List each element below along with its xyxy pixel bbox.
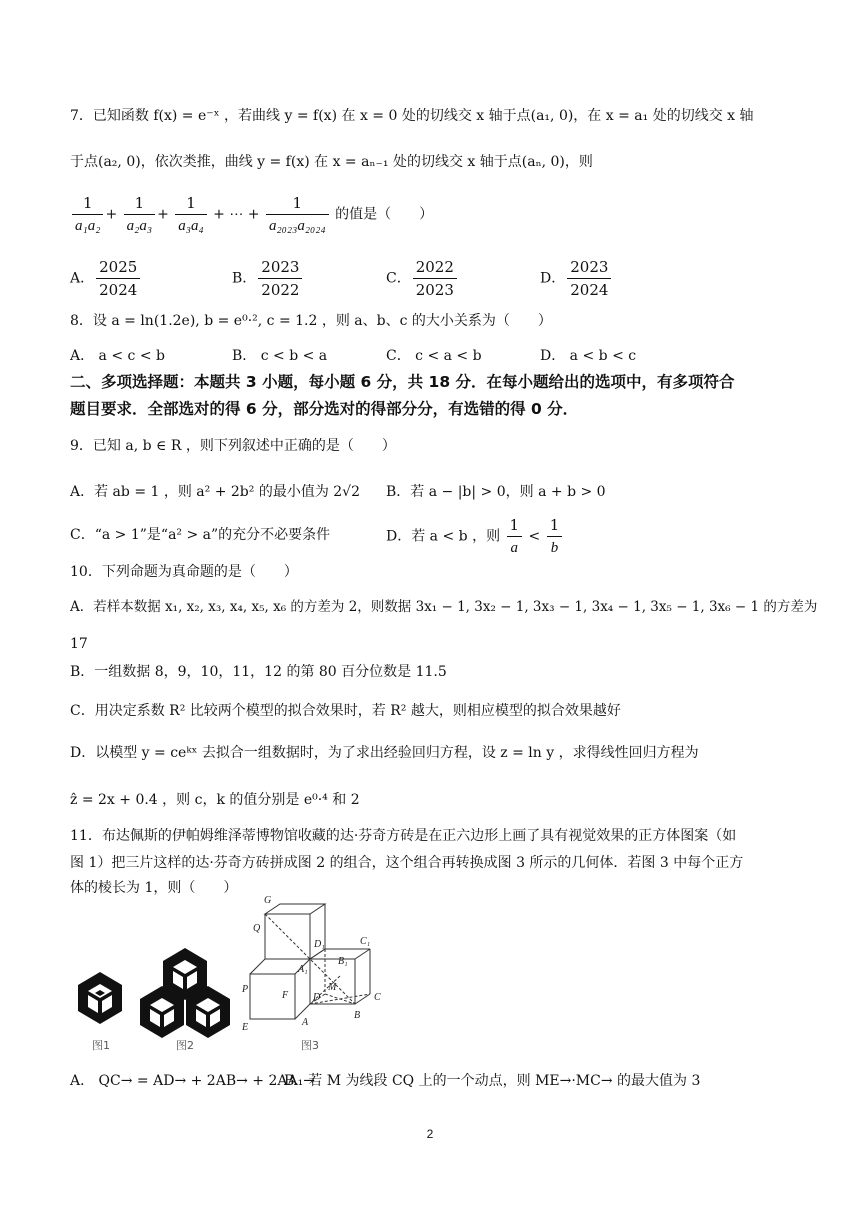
q11-option-b[interactable]: B．若 M 为线段 CQ 上的一个动点，则 ME→·MC→ 的最大值为 3 xyxy=(284,1073,701,1089)
q7-option-a[interactable]: A． $\frac{2025}{2024}$ xyxy=(70,256,142,301)
page-number: 2 xyxy=(426,1127,434,1141)
q8-option-b[interactable]: B． c < b < a xyxy=(232,348,328,364)
section2-heading-line2: 题目要求．全部选对的得 6 分，部分选对的得部分分，有选错的得 0 分． xyxy=(70,400,579,418)
q9-option-a[interactable]: A．若 ab = 1 ，则 a² + 2b² 的最小值为 2√2 xyxy=(70,484,361,500)
q11-figure xyxy=(70,895,410,1064)
fig3-label-e: E xyxy=(242,1022,249,1033)
q8-option-d[interactable]: D． a < b < c xyxy=(540,348,637,364)
q10-option-c[interactable]: C．用决定系数 R² 比较两个模型的拟合效果时，若 R² 越大，则相应模型的拟合效果越好 xyxy=(70,703,621,719)
fig3-label-f: F xyxy=(282,990,289,1001)
q10-stem: 10．下列命题为真命题的是（ ） xyxy=(70,564,298,580)
fig2-caption: 图2 xyxy=(176,1039,194,1052)
sum-term-1: $\frac{1}{\text{a₁a₂}}$ xyxy=(72,192,103,237)
q7-option-b[interactable]: B． $\frac{2023}{2022}$ xyxy=(232,256,304,301)
q11-figure-svg xyxy=(70,895,410,1064)
q11-line3: 体的棱长为 1，则（ ） xyxy=(70,880,238,896)
q7-sum-expression: $\frac{1}{\text{a₁a₂}}$ + $\frac{1}{\text{a₂a₃}}$ + $\frac{1}{\text{a₃a₄}}$ + ⋯ + $\frac{1}{\text{a₂₀₂₃a₂₀₂₄}}$ 的值是（ ） xyxy=(70,192,433,237)
q10-option-d-line1[interactable]: D．以模型 y = ceᵏˣ 去拟合一组数据时，为了求出经验回归方程，设 z = ln y ，求得线性回归方程为 xyxy=(70,745,699,761)
q7-line1: 7．已知函数 f(x) = e⁻ˣ ，若曲线 y = f(x) 在 x = 0 处的切线交 x 轴于点(a₁, 0)，在 x = a₁ 处的切线交 x 轴 xyxy=(70,108,754,124)
fig3-label-p: P xyxy=(242,984,249,995)
fig3-label-q: Q xyxy=(253,923,261,934)
q8-stem: 8．设 a = ln(1.2e), b = e⁰·², c = 1.2 ，则 a、b、c 的大小关系为（ ） xyxy=(70,313,552,329)
q8-option-a[interactable]: A． a < c < b xyxy=(70,348,165,364)
fig3-label-c: C xyxy=(374,992,381,1003)
q10-option-b[interactable]: B．一组数据 8，9，10，11，12 的第 80 百分位数是 11.5 xyxy=(70,664,447,680)
q9-option-d[interactable]: D．若 a < b ，则 $\frac{1}{a}$ < $\frac{1}{b}$ xyxy=(386,514,564,559)
q10-option-a-line1[interactable]: A．若样本数据 x₁, x₂, x₃, x₄, x₅, x₆ 的方差为 2，则数据 3x₁ − 1, 3x₂ − 1, 3x₃ − 1, 3x₄ − 1, 3x₅ − 1, 3x₆ − 1 的方差为 xyxy=(70,599,818,615)
fig3-label-a1: A₁ xyxy=(298,964,308,975)
sum-term-2: $\frac{1}{\text{a₂a₃}}$ xyxy=(124,192,155,237)
fig3-label-b: B xyxy=(354,1010,361,1021)
fig3-cubes xyxy=(250,904,370,1019)
q9-option-b[interactable]: B．若 a − |b| > 0，则 a + b > 0 xyxy=(386,484,606,500)
fig3-label-d1: D₁ xyxy=(314,939,325,950)
fig3-label-g: G xyxy=(264,895,272,906)
fig3-label-m: M xyxy=(328,982,337,993)
sum-term-last: $\frac{1}{\text{a₂₀₂₃a₂₀₂₄}}$ xyxy=(266,192,329,237)
q7-option-d[interactable]: D． $\frac{2023}{2024}$ xyxy=(540,256,613,301)
sum-term-3: $\frac{1}{\text{a₃a₄}}$ xyxy=(175,192,206,237)
fig1-caption: 图1 xyxy=(92,1039,110,1052)
fig3-caption: 图3 xyxy=(301,1039,319,1052)
section2-heading-line1: 二、多项选择题：本题共 3 小题，每小题 6 分，共 18 分．在每小题给出的选项中，有多项符合 xyxy=(70,373,735,391)
q11-line2: 图 1）把三片这样的达·芬奇方砖拼成图 2 的组合，这个组合再转换成图 3 所示的几何体．若图 3 中每个正方 xyxy=(70,855,744,871)
fig3-label-d: D xyxy=(313,992,321,1003)
q11-option-a[interactable]: A． QC→ = AD→ + 2AB→ + 2AA₁→ xyxy=(70,1073,315,1089)
fig1-tile xyxy=(78,972,122,1024)
fig3-label-b1: B₁ xyxy=(338,956,348,967)
q11-line1: 11．布达佩斯的伊帕姆维泽蒂博物馆收藏的达·芬奇方砖是在正六边形上画了具有视觉效果的正方体图案（如 xyxy=(70,828,737,844)
fig3-label-c1: C₁ xyxy=(360,936,371,947)
q7-option-c[interactable]: C． $\frac{2022}{2023}$ xyxy=(386,256,459,301)
q9-stem: 9．已知 a, b ∈ R ，则下列叙述中正确的是（ ） xyxy=(70,438,396,454)
q10-option-d-line2: ẑ = 2x + 0.4 ，则 c，k 的值分别是 e⁰·⁴ 和 2 xyxy=(70,792,360,808)
fig2-tiles xyxy=(140,948,230,1038)
q7-line2: 于点(a₂, 0)，依次类推，曲线 y = f(x) 在 x = aₙ₋₁ 处的切线交 x 轴于点(aₙ, 0)，则 xyxy=(70,154,593,170)
q10-option-a-line2: 17 xyxy=(70,636,88,652)
q8-option-c[interactable]: C． c < a < b xyxy=(386,348,482,364)
fig3-label-a: A xyxy=(302,1017,309,1028)
q7-sum-tail: 的值是（ ） xyxy=(335,206,434,223)
q9-option-c[interactable]: C．“a > 1”是“a² > a”的充分不必要条件 xyxy=(70,527,331,543)
